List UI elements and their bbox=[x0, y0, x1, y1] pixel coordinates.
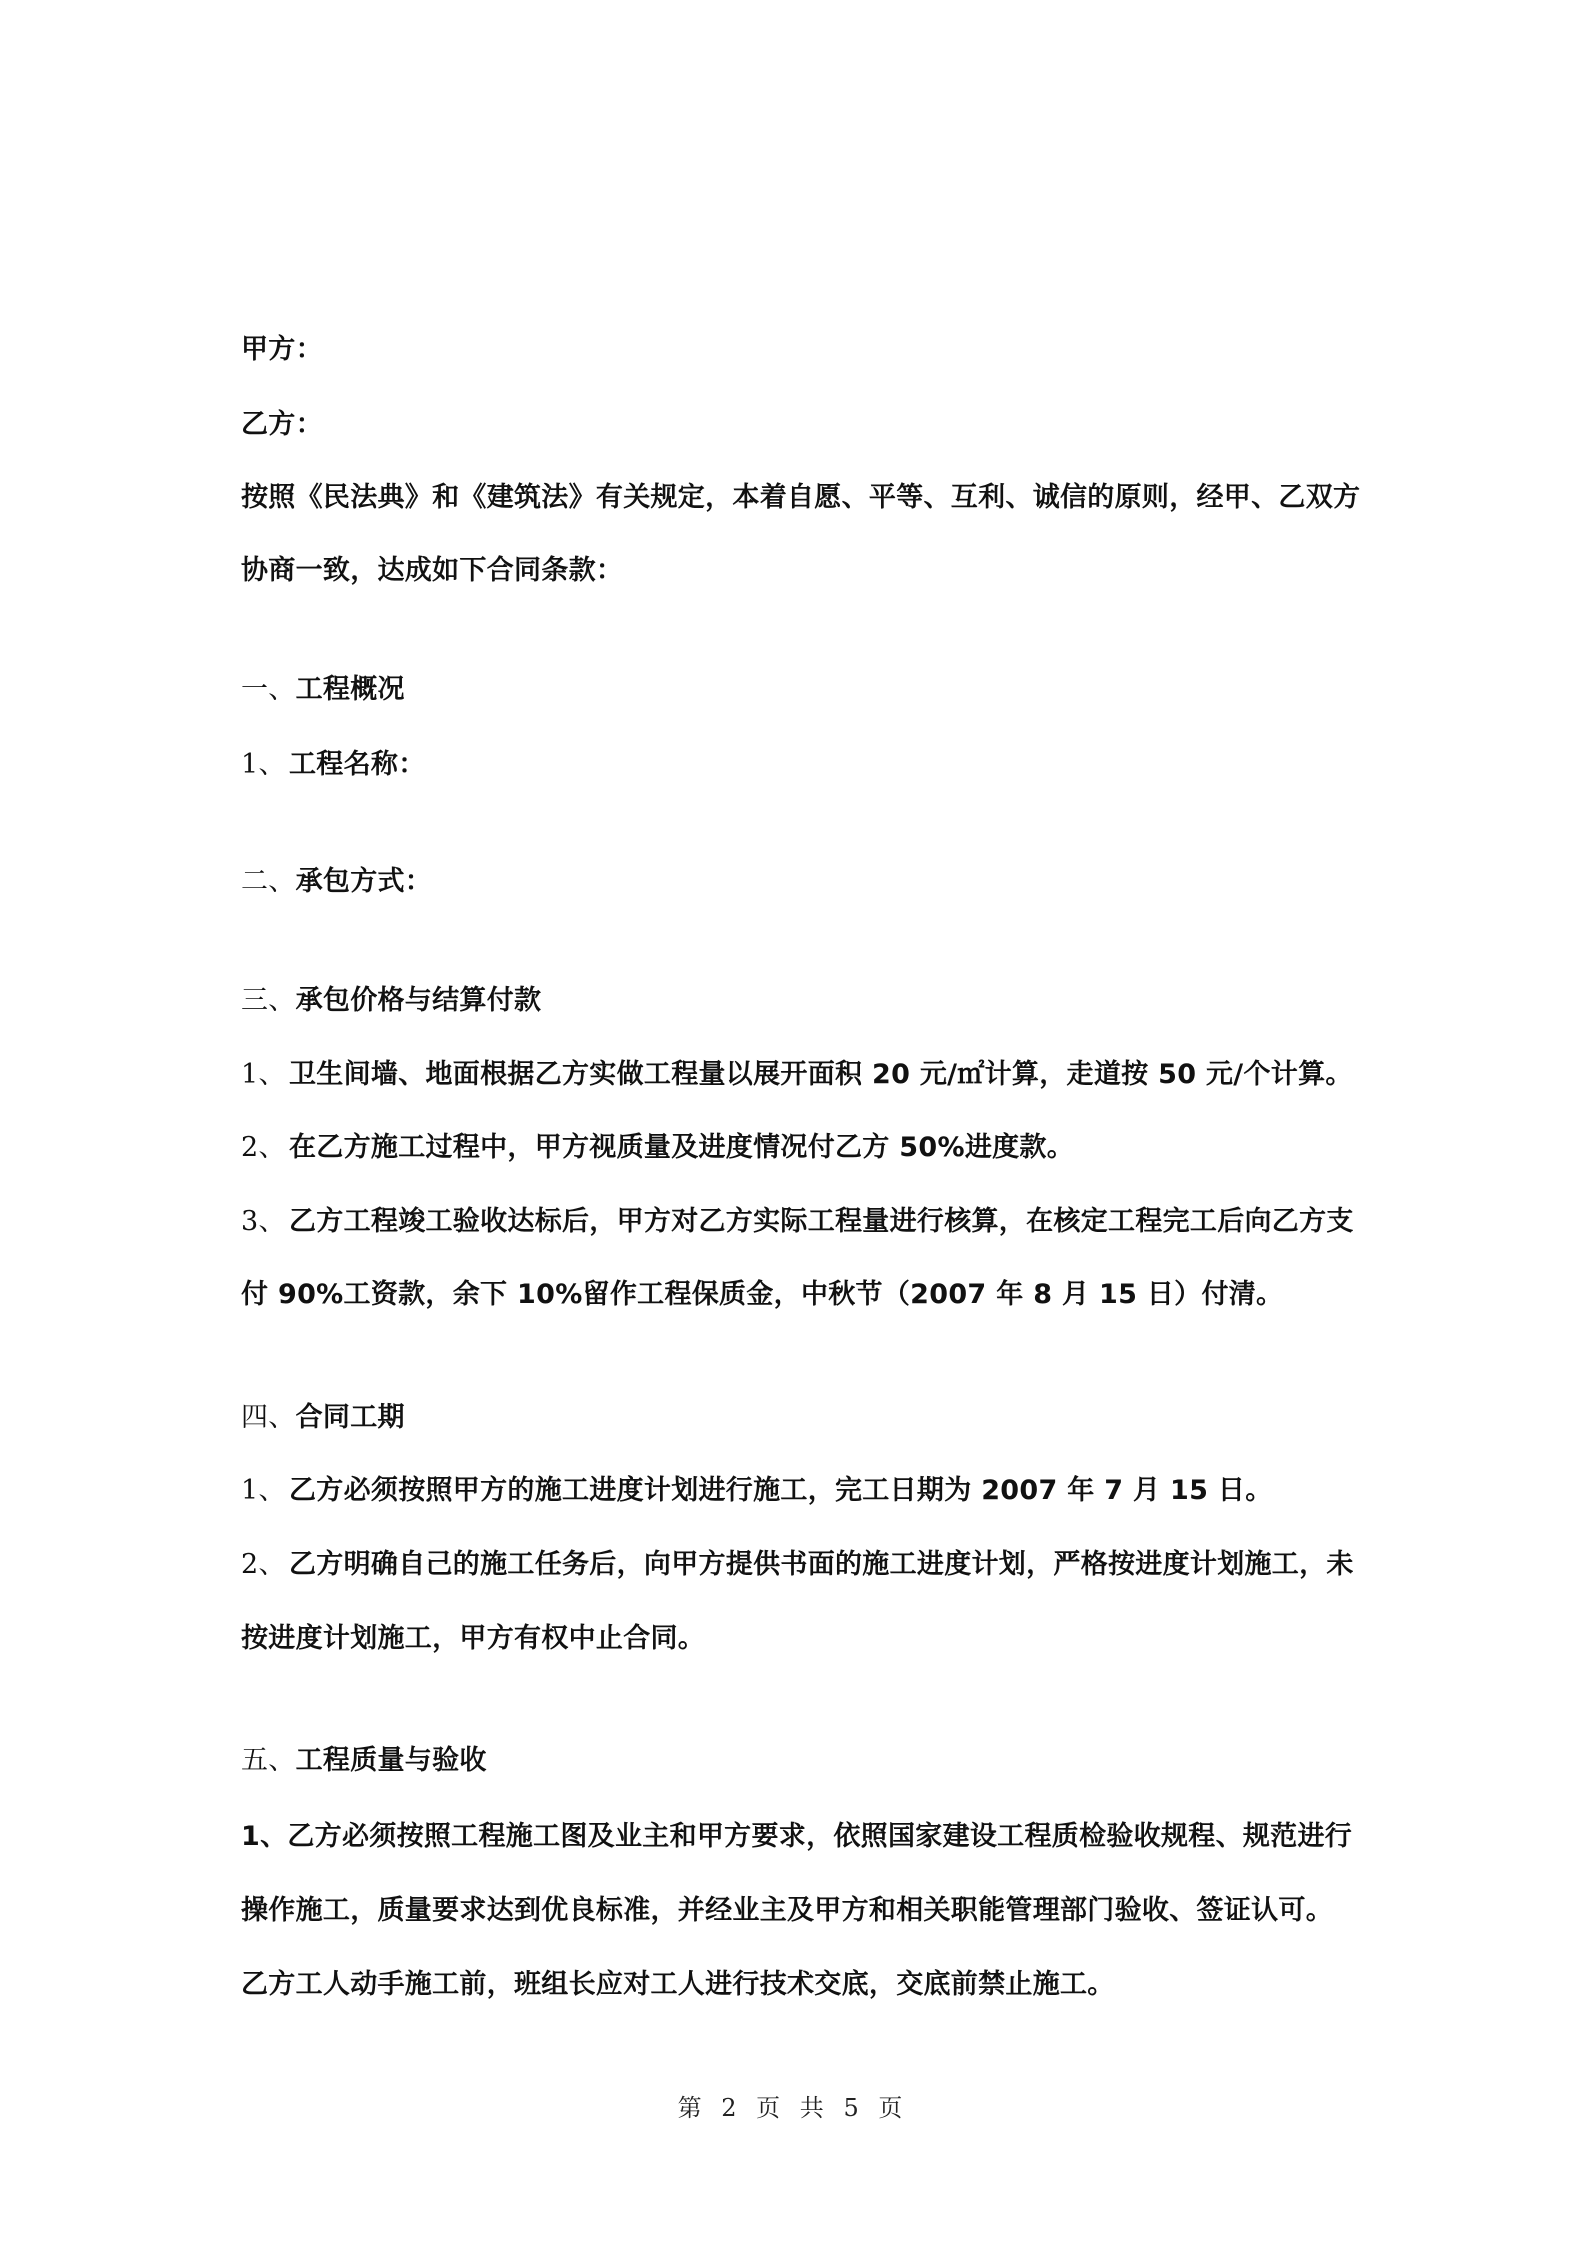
party-b-label: 乙方： bbox=[241, 409, 323, 440]
page-number-footer: 第 2 页 共 5 页 bbox=[677, 2094, 909, 2122]
section-3-item-3 bbox=[241, 1202, 1354, 1242]
section-2-mark: 二、 bbox=[241, 866, 296, 897]
section-1-mark: 一、 bbox=[241, 674, 296, 705]
section-4-item-1 bbox=[241, 1471, 1351, 1511]
section-4-mark: 四、 bbox=[241, 1402, 296, 1433]
section-1-heading bbox=[241, 670, 1351, 710]
item-text: 在乙方施工过程中，甲方视质量及进度情况付乙方 50%进度款。 bbox=[289, 1132, 1075, 1163]
preamble-line-2: 协商一致，达成如下合同条款： bbox=[241, 555, 624, 586]
item-number: 1、 bbox=[241, 1475, 286, 1506]
section-4-item-2 bbox=[241, 1545, 1354, 1585]
item-number: 3、 bbox=[241, 1206, 286, 1237]
section-5-title: 工程质量与验收 bbox=[295, 1745, 487, 1776]
section-3-mark: 三、 bbox=[241, 985, 296, 1016]
item-text: 工程名称： bbox=[289, 749, 426, 780]
section-5-paragraph-line-2: 操作施工，质量要求达到优良标准，并经业主及甲方和相关职能管理部门验收、签证认可。 bbox=[241, 1895, 1333, 1926]
party-a-label: 甲方： bbox=[241, 334, 323, 365]
section-4-item-2-continued: 按进度计划施工，甲方有权中止合同。 bbox=[241, 1623, 706, 1654]
section-3-item-3-continued: 付 90%工资款，余下 10%留作工程保质金，中秋节（2007 年 8 月 15 日）付清。 bbox=[241, 1279, 1284, 1310]
section-2-title: 承包方式： bbox=[295, 866, 433, 897]
item-number: 2、 bbox=[241, 1549, 286, 1580]
item-number: 2、 bbox=[241, 1132, 286, 1163]
section-3-heading bbox=[241, 981, 1351, 1021]
section-5-paragraph-line-3: 乙方工人动手施工前，班组长应对工人进行技术交底，交底前禁止施工。 bbox=[241, 1969, 1115, 2000]
section-2-heading bbox=[241, 862, 1351, 902]
item-number: 1、 bbox=[241, 1059, 286, 1090]
section-5-heading bbox=[241, 1741, 1351, 1781]
section-1-item-1 bbox=[241, 745, 1351, 785]
section-5-mark: 五、 bbox=[241, 1745, 296, 1776]
section-3-item-2 bbox=[241, 1128, 1351, 1168]
section-3-item-1 bbox=[241, 1055, 1351, 1095]
section-5-paragraph-line-1: 1、乙方必须按照工程施工图及业主和甲方要求，依照国家建设工程质检验收规程、规范进行 bbox=[241, 1821, 1353, 1852]
item-text: 卫生间墙、地面根据乙方实做工程量以展开面积 20 元/㎡计算，走道按 50 元/个计算。 bbox=[289, 1059, 1353, 1090]
item-text: 乙方必须按照甲方的施工进度计划进行施工，完工日期为 2007 年 7 月 15 日。 bbox=[289, 1475, 1273, 1506]
item-text: 乙方工程竣工验收达标后，甲方对乙方实际工程量进行核算，在核定工程完工后向乙方支 bbox=[289, 1206, 1354, 1237]
item-text: 乙方明确自己的施工任务后，向甲方提供书面的施工进度计划，严格按进度计划施工，未 bbox=[289, 1549, 1354, 1580]
preamble-line-1: 按照《民法典》和《建筑法》有关规定，本着自愿、平等、互利、诚信的原则，经甲、乙双方 bbox=[241, 482, 1361, 513]
section-4-title: 合同工期 bbox=[295, 1402, 405, 1433]
section-4-heading bbox=[241, 1398, 1351, 1438]
section-3-title: 承包价格与结算付款 bbox=[295, 985, 542, 1016]
section-1-title: 工程概况 bbox=[295, 674, 405, 705]
item-number: 1、 bbox=[241, 749, 286, 780]
